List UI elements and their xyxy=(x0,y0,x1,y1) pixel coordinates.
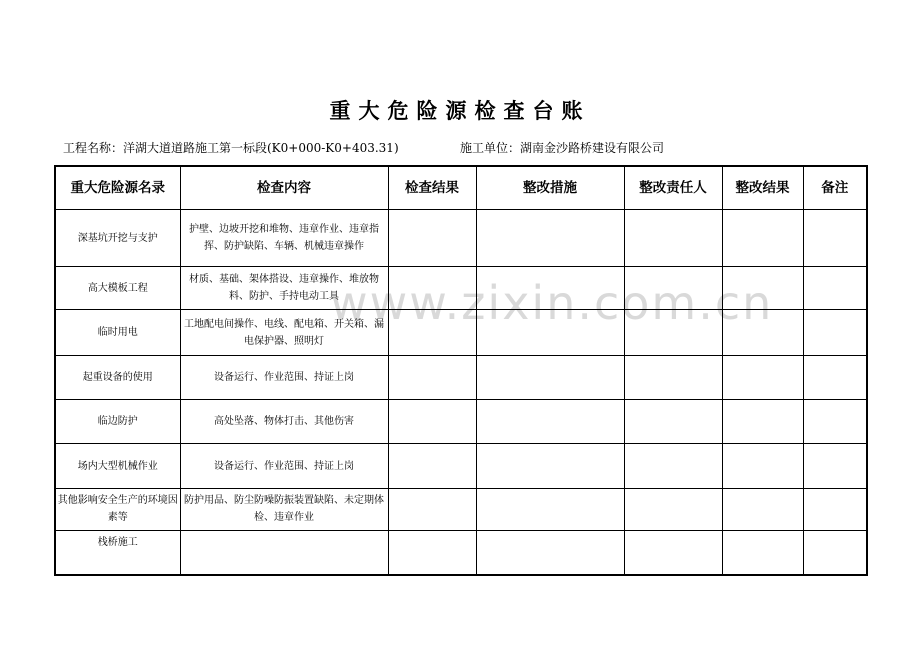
hazard-name-cell: 起重设备的使用 xyxy=(55,356,180,400)
table-row xyxy=(55,444,867,489)
check-content-cell: 护壁、边坡开挖和堆物、违章作业、违章指挥、防护缺陷、车辆、机械违章操作 xyxy=(180,210,388,267)
check-content-cell: 材质、基础、架体搭设、违章操作、堆放物料、防护、手持电动工具 xyxy=(180,267,388,310)
rectification-result-cell[interactable] xyxy=(722,310,803,356)
remarks-cell[interactable] xyxy=(803,310,867,356)
table-row xyxy=(55,400,867,444)
rectification-measures-cell[interactable] xyxy=(476,531,624,575)
rectification-measures-cell[interactable] xyxy=(476,356,624,400)
hazard-ledger-table xyxy=(54,165,868,576)
remarks-cell[interactable] xyxy=(803,531,867,575)
check-content-cell: 防护用品、防尘防噪防振装置缺陷、未定期体检、违章作业 xyxy=(180,489,388,531)
check-content-cell xyxy=(180,531,388,575)
table-row xyxy=(55,210,867,267)
rectification-result-cell[interactable] xyxy=(722,489,803,531)
rectification-measures-cell[interactable] xyxy=(476,489,624,531)
rectification-result-cell[interactable] xyxy=(722,400,803,444)
responsible-person-cell[interactable] xyxy=(624,210,722,267)
hazard-name-cell: 高大模板工程 xyxy=(55,267,180,310)
column-header-check-result: 检查结果 xyxy=(388,166,476,210)
table-row xyxy=(55,267,867,310)
column-header-rectification-measures: 整改措施 xyxy=(476,166,624,210)
hazard-name-cell: 临时用电 xyxy=(55,310,180,356)
responsible-person-cell[interactable] xyxy=(624,489,722,531)
table-header-row xyxy=(55,166,867,210)
check-result-cell[interactable] xyxy=(388,267,476,310)
remarks-cell[interactable] xyxy=(803,267,867,310)
check-content-cell: 工地配电间操作、电线、配电箱、开关箱、漏电保护器、照明灯 xyxy=(180,310,388,356)
responsible-person-cell[interactable] xyxy=(624,356,722,400)
responsible-person-cell[interactable] xyxy=(624,444,722,489)
responsible-person-cell[interactable] xyxy=(624,531,722,575)
table-row xyxy=(55,310,867,356)
hazard-name-cell: 深基坑开挖与支护 xyxy=(55,210,180,267)
rectification-result-cell[interactable] xyxy=(722,356,803,400)
check-result-cell[interactable] xyxy=(388,356,476,400)
column-header-check-content: 检查内容 xyxy=(180,166,388,210)
hazard-name-cell: 场内大型机械作业 xyxy=(55,444,180,489)
column-header-rectification-result: 整改结果 xyxy=(722,166,803,210)
remarks-cell[interactable] xyxy=(803,400,867,444)
check-result-cell[interactable] xyxy=(388,400,476,444)
remarks-cell[interactable] xyxy=(803,356,867,400)
column-header-hazard-name: 重大危险源名录 xyxy=(55,166,180,210)
table-row xyxy=(55,356,867,400)
check-result-cell[interactable] xyxy=(388,310,476,356)
responsible-person-cell[interactable] xyxy=(624,310,722,356)
check-content-cell: 设备运行、作业范围、持证上岗 xyxy=(180,444,388,489)
hazard-name-cell: 临边防护 xyxy=(55,400,180,444)
responsible-person-cell[interactable] xyxy=(624,400,722,444)
hazard-name-cell: 其他影响安全生产的环境因素等 xyxy=(55,489,180,531)
watermark-text: www.zixin.com.cn xyxy=(330,276,774,330)
check-result-cell[interactable] xyxy=(388,444,476,489)
rectification-result-cell[interactable] xyxy=(722,531,803,575)
table-row xyxy=(55,531,867,575)
rectification-measures-cell[interactable] xyxy=(476,444,624,489)
rectification-result-cell[interactable] xyxy=(722,210,803,267)
column-header-responsible-person: 整改责任人 xyxy=(624,166,722,210)
construction-unit-label: 施工单位：湖南金沙路桥建设有限公司 xyxy=(460,141,665,155)
remarks-cell[interactable] xyxy=(803,489,867,531)
rectification-measures-cell[interactable] xyxy=(476,210,624,267)
check-result-cell[interactable] xyxy=(388,489,476,531)
rectification-measures-cell[interactable] xyxy=(476,310,624,356)
check-result-cell[interactable] xyxy=(388,531,476,575)
table-row xyxy=(55,489,867,531)
check-content-cell: 高处坠落、物体打击、其他伤害 xyxy=(180,400,388,444)
responsible-person-cell[interactable] xyxy=(624,267,722,310)
rectification-measures-cell[interactable] xyxy=(476,400,624,444)
check-result-cell[interactable] xyxy=(388,210,476,267)
remarks-cell[interactable] xyxy=(803,210,867,267)
project-name-label: 工程名称：洋湖大道道路施工第一标段(K0+000-K0+403.31) xyxy=(63,141,399,155)
hazard-name-cell: 栈桥施工 xyxy=(55,531,180,575)
remarks-cell[interactable] xyxy=(803,444,867,489)
rectification-result-cell[interactable] xyxy=(722,444,803,489)
column-header-remarks: 备注 xyxy=(803,166,867,210)
rectification-measures-cell[interactable] xyxy=(476,267,624,310)
rectification-result-cell[interactable] xyxy=(722,267,803,310)
page-title: 重大危险源检查台账 xyxy=(329,99,591,123)
check-content-cell: 设备运行、作业范围、持证上岗 xyxy=(180,356,388,400)
